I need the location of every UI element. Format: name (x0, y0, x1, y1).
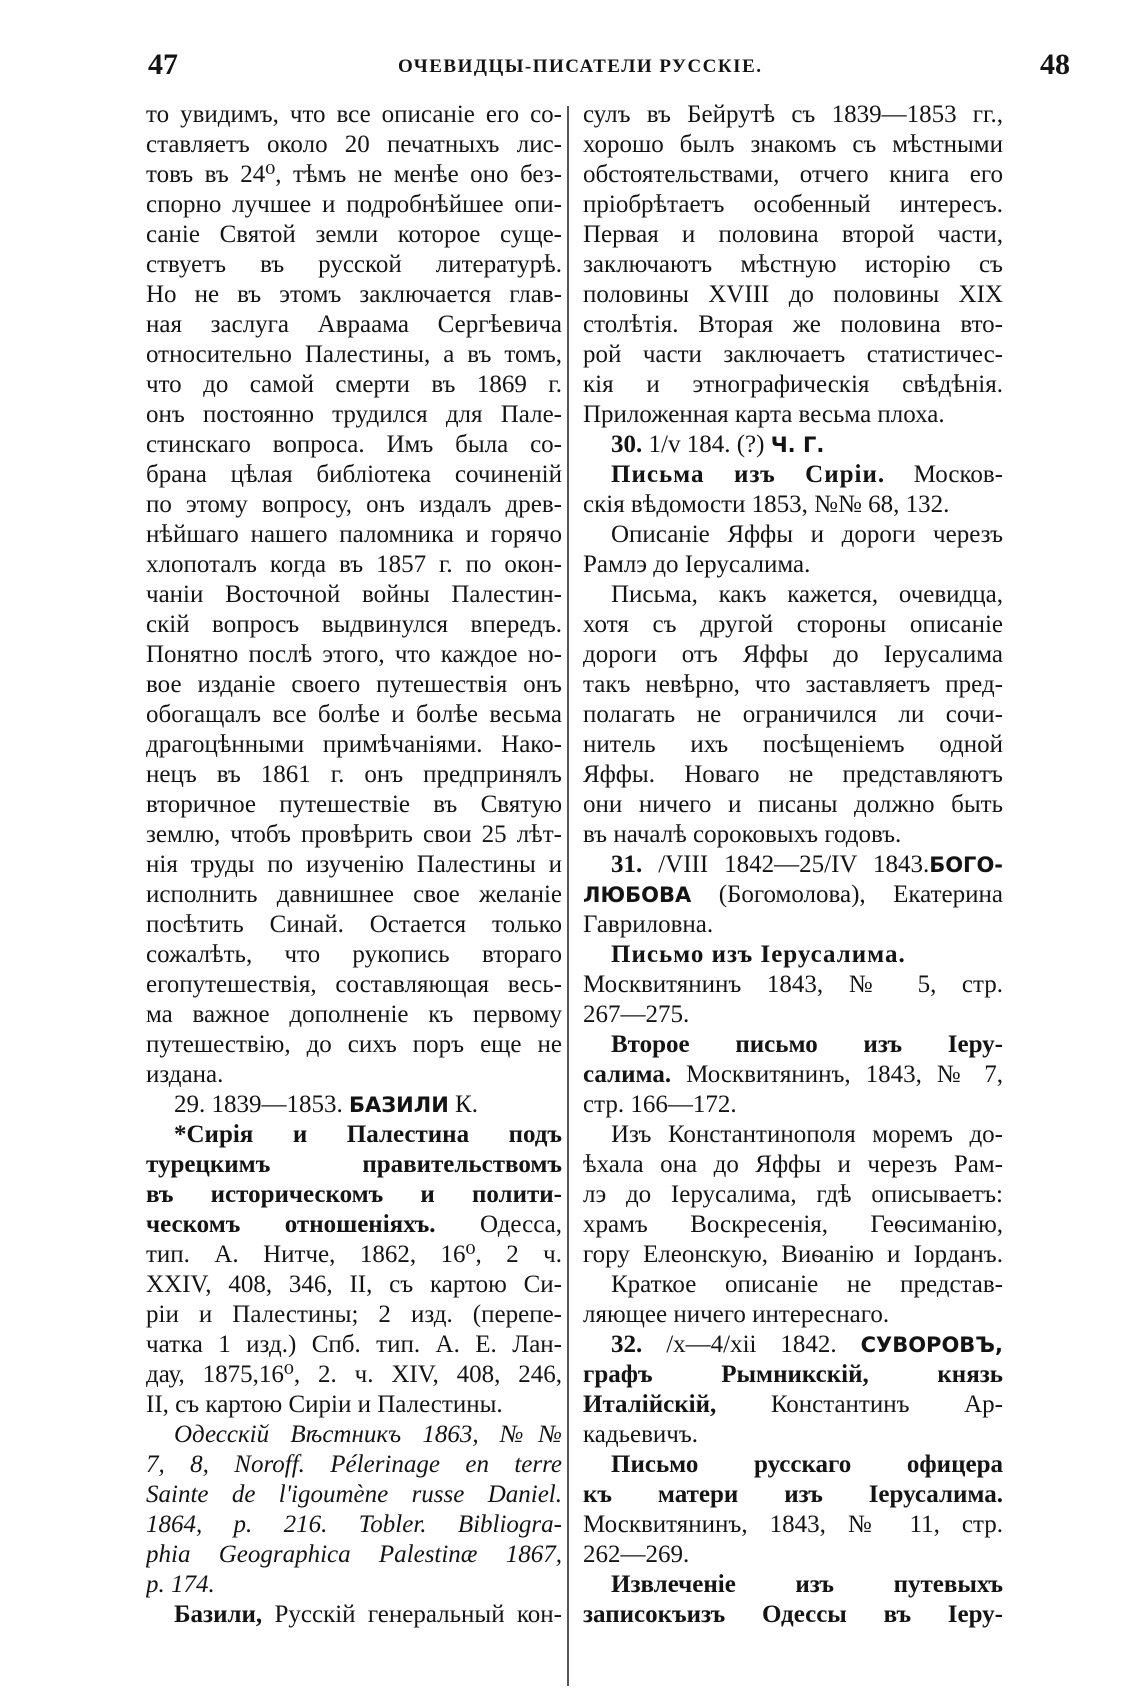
pub-text: Одесса, (479, 1211, 562, 1238)
text-line: землю, чтобъ провѣрить свои 25 лѣт- (146, 821, 562, 848)
entry-author: СУВОРОВЪ, (860, 1333, 1003, 1357)
entry-32 (583, 1330, 1003, 1630)
pub-line: скія вѣдомости 1853, №№ 68, 132. (583, 491, 950, 518)
note-line: Описаніе Яффы и дороги черезъ (611, 521, 1003, 548)
text-line: путешествію, до сихъ поръ еще не (146, 1031, 562, 1058)
reference-line: 7, 8, Noroff. Pélerinage en terre (146, 1451, 562, 1478)
right-page-number: 48 (1040, 48, 1070, 81)
pub-line: Москвитянинъ, 1843, № 11, стр. (583, 1511, 1003, 1538)
text-line: скій вопросъ выдвинулся впередъ. (146, 611, 562, 638)
note-line: ляющее ничего интереснаго. (583, 1301, 890, 1328)
entry-number: 29. (174, 1091, 206, 1118)
note-line: въ началѣ сороковыхъ годовъ. (583, 821, 902, 848)
work-title-line (583, 460, 1003, 490)
text-line: пріобрѣтаетъ особенный интересъ. (583, 191, 1003, 218)
text-line: хорошо былъ знакомъ съ мѣстными (583, 131, 1003, 158)
entry-author: БОГО- (929, 853, 1003, 877)
text-line: Понятно послѣ этого, что каждое но- (146, 641, 562, 668)
text-line: стинскаго вопроса. Имъ была со- (146, 431, 562, 458)
pub-line: II, съ картою Сиріи и Палестины. (146, 1391, 503, 1418)
text-line: нѣйшаго нашего паломника и горячо (146, 521, 562, 548)
note-line: лэ до Іерусалима, гдѣ описываетъ: (583, 1181, 1003, 1208)
pub-line: чатка 1 изд.) Спб. тип. А. Е. Лан- (146, 1331, 562, 1358)
text-line: рой части заключаетъ статистичес- (583, 341, 1003, 368)
text-line: издана. (146, 1061, 224, 1088)
text-line: то увидимъ, что все описаніе его со- (146, 101, 562, 128)
text-line: чаніи Восточной войны Палестин- (146, 581, 562, 608)
work-title-bold: салима. (583, 1061, 672, 1088)
entry-author-rest: Константинъ Ар- (770, 1391, 1003, 1418)
entry-author: БАЗИЛИ (349, 1093, 449, 1117)
entry-29 (146, 1090, 562, 1630)
note-line (146, 1600, 562, 1630)
note-line: Письма, какъ кажется, очевидца, (611, 581, 1003, 608)
entry-heading (583, 1330, 1003, 1360)
note-line: Изъ Константинополя моремъ до- (611, 1121, 1003, 1148)
text-line: ма важное дополненіе къ первому (146, 1001, 562, 1028)
pub-line: Москвитянинъ 1843, № 5, стр. (583, 971, 1003, 998)
text-line: обогащалъ все болѣе и болѣе весьма (146, 701, 562, 728)
text-line: саніе Святой земли которое суще- (146, 221, 562, 248)
right-column (583, 100, 1003, 1630)
text-line: нецъ въ 1861 г. онъ предпринялъ (146, 761, 562, 788)
reference-line: Одесскій Вѣстникъ 1863, №№ (174, 1421, 562, 1448)
note-bold-name: Базили, (174, 1601, 263, 1628)
running-header (0, 48, 1140, 88)
work-title-line: Второе письмо изъ Іеру- (611, 1031, 1003, 1058)
work-title-line: Письмо изъ Іерусалима. (611, 941, 906, 968)
entry-dates: 1839—1853. (211, 1091, 343, 1118)
entry-heading-line: кадьевичъ. (583, 1421, 699, 1448)
reference-line: p. 174. (146, 1571, 215, 1598)
entry-heading-line (583, 1390, 1003, 1420)
entry-dates: /x—4/xii 1842. (666, 1331, 837, 1358)
reference-line: phia Geographica Palestinæ 1867, (146, 1541, 562, 1568)
text-line: относительно Палестины, а въ томъ, (146, 341, 562, 368)
entry-dates: /VIII 1842—25/IV 1843. (658, 851, 930, 878)
note-line: такъ невѣрно, что заставляетъ пред- (583, 671, 1003, 698)
entry-author-initials: Ч. Г. (770, 433, 825, 457)
pub-line: 267—275. (583, 1001, 690, 1028)
text-line: ставляетъ около 20 печатныхъ лис- (146, 131, 562, 158)
pub-line: 262—269. (583, 1541, 690, 1568)
note-line: Краткое описаніе не представ- (611, 1271, 1003, 1298)
work-title-line: къ матери изъ Іерусалима. (583, 1481, 1003, 1508)
work-title-line: *Сирія и Палестина подъ (174, 1121, 562, 1148)
text-line: онъ постоянно трудился для Пале- (146, 401, 562, 428)
text-line: исполнить давнишнее свое желаніе (146, 881, 562, 908)
text-line: Первая и половина второй части, (583, 221, 1003, 248)
text-line: сулъ въ Бейрутѣ съ 1839—1853 гг., (583, 101, 1003, 128)
text-line: спорно лучшее и подробнѣйшее опи- (146, 191, 562, 218)
entry-number: 31. (611, 851, 643, 878)
pub-text: Москвитянинъ, 1843, № 7, (686, 1061, 1003, 1088)
text-line: ствуетъ въ русской литературѣ. (146, 251, 562, 278)
text-line: посѣтить Синай. Остается только (146, 911, 562, 938)
text-line: заключаютъ мѣстную исторію съ (583, 251, 1003, 278)
work-title-line: записокъизъ Одессы въ Іеру- (583, 1601, 1003, 1628)
work-title-line: турецкимъ правительствомъ (146, 1151, 562, 1178)
text-line: столѣтія. Вторая же половина вто- (583, 311, 1003, 338)
entry-author-initial: К. (455, 1091, 478, 1118)
text-line: половины XVIII до половины XIX (583, 281, 1003, 308)
note-line: полагать не ограничился ли сочи- (583, 701, 1003, 728)
entry-author-rest: (Богомолова), Екатерина (718, 881, 1003, 908)
entry-heading (583, 430, 1003, 460)
entry-dates: 1/v 184. (?) (648, 431, 765, 458)
entry-31 (583, 850, 1003, 1330)
entry-heading-line: Гавриловна. (583, 911, 714, 938)
work-title-line (583, 1060, 1003, 1090)
text-line: драгоцѣнными примѣчаніями. Нако- (146, 731, 562, 758)
entry-heading-line (583, 880, 1003, 910)
work-title-line: въ историческомъ и полити- (146, 1181, 562, 1208)
work-title-line: Письмо русскаго офицера (611, 1451, 1003, 1478)
text-line: егопутешествія, составляющая весь- (146, 971, 562, 998)
pub-line: стр. 166—172. (583, 1091, 737, 1118)
work-title-line (146, 1210, 562, 1240)
pub-line: тип. А. Нитче, 1862, 16⁰, 2 ч. (146, 1241, 562, 1268)
text-line: Приложенная карта весьма плоха. (583, 401, 945, 428)
note-line: храмъ Воскресенія, Геѳсиманію, (583, 1211, 1003, 1238)
left-page-number: 47 (148, 48, 178, 81)
text-line: хлопоталъ когда въ 1857 г. по окон- (146, 551, 562, 578)
entry-number: 32. (611, 1331, 643, 1358)
entry-heading-line: графъ Рымникскій, князь (583, 1361, 1003, 1388)
note-line: дороги отъ Яффы до Іерусалима (583, 641, 1003, 668)
column-divider (567, 106, 569, 1686)
reference-line: 1864, p. 216. Tobler. Bibliogra- (146, 1511, 562, 1538)
text-line: что до самой смерти въ 1869 г. (146, 371, 562, 398)
pub-line: ріи и Палестины; 2 изд. (перепе- (146, 1301, 562, 1328)
pub-line: дау, 1875,16⁰, 2. ч. XIV, 408, 246, (146, 1361, 562, 1388)
text-line: кія и этнографическія свѣдѣнія. (583, 371, 1003, 398)
work-title-bold: Письма изъ Сиріи. (611, 461, 886, 488)
note-text: Русскій генеральный кон- (274, 1601, 562, 1628)
text-line: Но не въ этомъ заключается глав- (146, 281, 562, 308)
pub-line: XXIV, 408, 346, II, съ картою Си- (146, 1271, 562, 1298)
note-line: ѣхала она до Яффы и черезъ Рам- (583, 1151, 1003, 1178)
text-line: брана цѣлая библіотека сочиненій (146, 461, 562, 488)
note-line: Яффы. Новаго не представляютъ (583, 761, 1003, 788)
text-line: ная заслуга Авраама Сергѣевича (146, 311, 562, 338)
entry-30 (583, 430, 1003, 850)
entry-heading (583, 850, 1003, 880)
note-line: гору Елеонскую, Виѳанію и Іорданъ. (583, 1241, 1003, 1268)
pub-text: Москов- (913, 461, 1003, 488)
note-line: хотя съ другой стороны описаніе (583, 611, 1003, 638)
left-column (146, 100, 562, 1630)
text-line: нія труды по изученію Палестины и (146, 851, 562, 878)
text-line: вое изданіе своего путешествія онъ (146, 671, 562, 698)
note-line: Рамлэ до Іерусалима. (583, 551, 811, 578)
entry-title-bold: Италійскій, (583, 1391, 717, 1418)
entry-number: 30. (611, 431, 643, 458)
text-line: товъ въ 24⁰, тѣмъ не менѣе оно без- (146, 161, 562, 188)
work-title-line: Извлеченіе изъ путевыхъ (611, 1571, 1003, 1598)
note-line: нитель ихъ посѣщеніемъ одной (583, 731, 1003, 758)
note-line: они ничего и писаны должно быть (583, 791, 1003, 818)
reference-line: Sainte de l'igoumène russe Daniel. (146, 1481, 562, 1508)
running-title: ОЧЕВИДЦЫ-ПИСАТЕЛИ РУССКІЕ. (398, 56, 763, 77)
text-line: сожалѣть, что рукопись втораго (146, 941, 562, 968)
entry-heading (146, 1090, 562, 1120)
entry-author: ЛЮБОВА (583, 883, 692, 907)
text-line: вторичное путешествіе въ Святую (146, 791, 562, 818)
text-line: по этому вопросу, онъ издалъ древ- (146, 491, 562, 518)
text-line: обстоятельствами, отчего книга его (583, 161, 1003, 188)
work-title-bold: ческомъ отношеніяхъ. (146, 1211, 436, 1238)
